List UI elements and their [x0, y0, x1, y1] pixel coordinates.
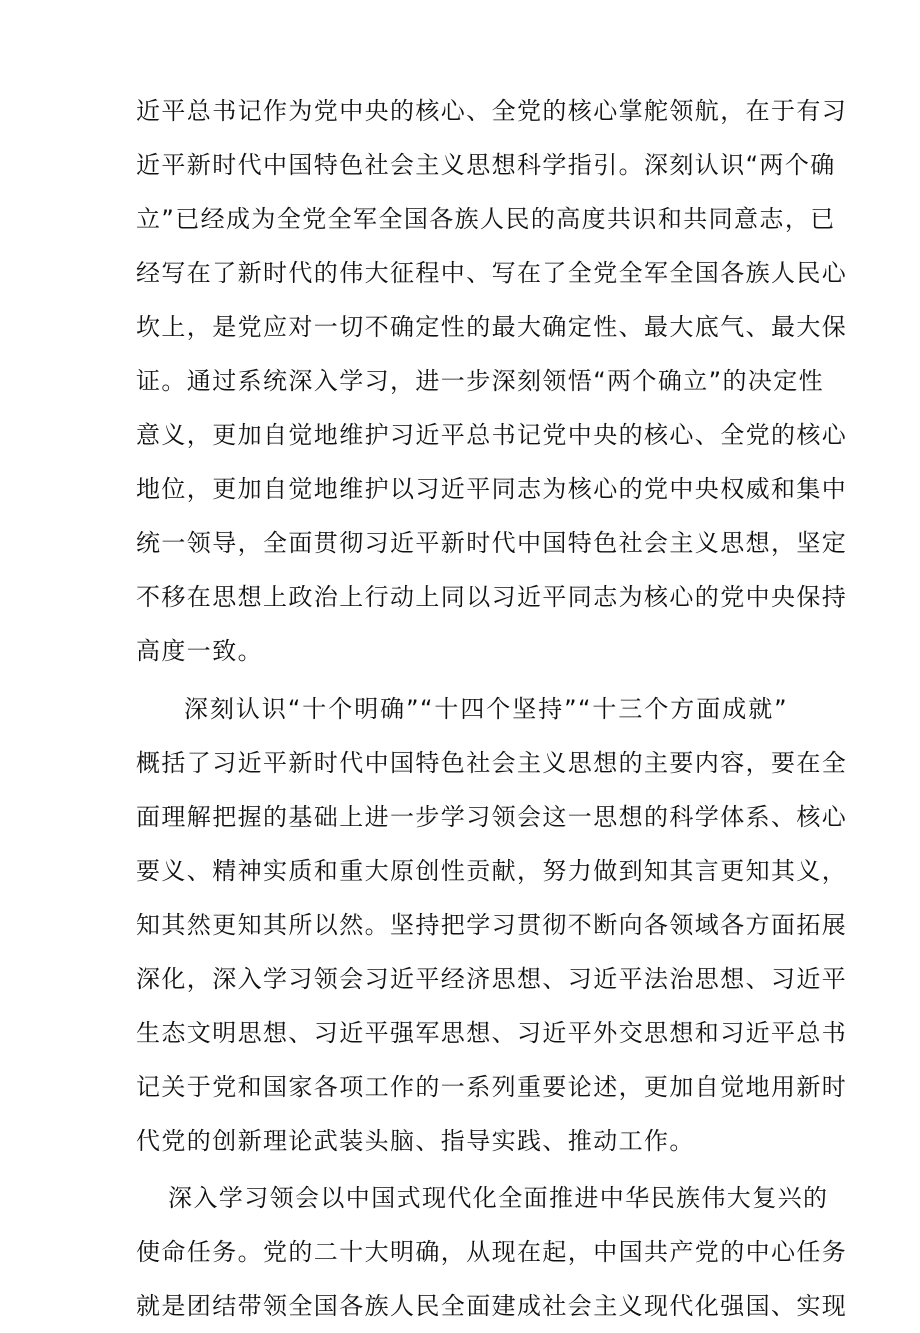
paragraph-1-line-4: 经写在了新时代的伟大征程中、写在了全党全军全国各族人民心 [136, 259, 848, 287]
paragraph-2-line-4: 要义、精神实质和重大原创性贡献，努力做到知其言更知其义， [136, 857, 848, 885]
paragraph-1-line-8: 地位，更加自觉地维护以习近平同志为核心的党中央权威和集中 [136, 475, 848, 503]
paragraph-1-line-1: 近平总书记作为党中央的核心、全党的核心掌舵领航，在于有习 [136, 97, 848, 125]
paragraph-1-line-3: 立”已经成为全党全军全国各族人民的高度共识和共同意志，已 [136, 205, 836, 233]
paragraph-2-line-6: 深化，深入学习领会习近平经济思想、习近平法治思想、习近平 [136, 965, 848, 993]
paragraph-2-line-7: 生态文明思想、习近平强军思想、习近平外交思想和习近平总书 [136, 1019, 848, 1047]
paragraph-1-line-11: 高度一致。 [136, 637, 263, 665]
paragraph-3-line-1: 深入学习领会以中国式现代化全面推进中华民族伟大复兴的 [168, 1184, 829, 1212]
paragraph-1-line-7: 意义，更加自觉地维护习近平总书记党中央的核心、全党的核心 [136, 421, 848, 449]
paragraph-2-line-9: 代党的创新理论武装头脑、指导实践、推动工作。 [136, 1127, 695, 1155]
paragraph-1-line-2: 近平新时代中国特色社会主义思想科学指引。深刻认识“两个确 [136, 151, 836, 179]
paragraph-1-line-9: 统一领导，全面贯彻习近平新时代中国特色社会主义思想，坚定 [136, 529, 848, 557]
paragraph-3-line-2: 使命任务。党的二十大明确，从现在起，中国共产党的中心任务 [136, 1238, 848, 1266]
paragraph-1-line-10: 不移在思想上政治上行动上同以习近平同志为核心的党中央保持 [136, 583, 848, 611]
paragraph-1-line-6: 证。通过系统深入学习，进一步深刻领悟“两个确立”的决定性 [136, 367, 825, 395]
paragraph-2-line-3: 面理解把握的基础上进一步学习领会这一思想的科学体系、核心 [136, 803, 848, 831]
paragraph-1-line-5: 坎上，是党应对一切不确定性的最大确定性、最大底气、最大保 [136, 313, 848, 341]
paragraph-2-line-5: 知其然更知其所以然。坚持把学习贯彻不断向各领域各方面拓展 [136, 911, 848, 939]
paragraph-2-line-8: 记关于党和国家各项工作的一系列重要论述，更加自觉地用新时 [136, 1073, 848, 1101]
paragraph-2-line-2: 概括了习近平新时代中国特色社会主义思想的主要内容，要在全 [136, 749, 848, 777]
paragraph-3-line-3: 就是团结带领全国各族人民全面建成社会主义现代化强国、实现 [136, 1292, 848, 1320]
paragraph-2-line-1: 深刻认识“十个明确”“十四个坚持”“十三个方面成就” [184, 695, 788, 723]
